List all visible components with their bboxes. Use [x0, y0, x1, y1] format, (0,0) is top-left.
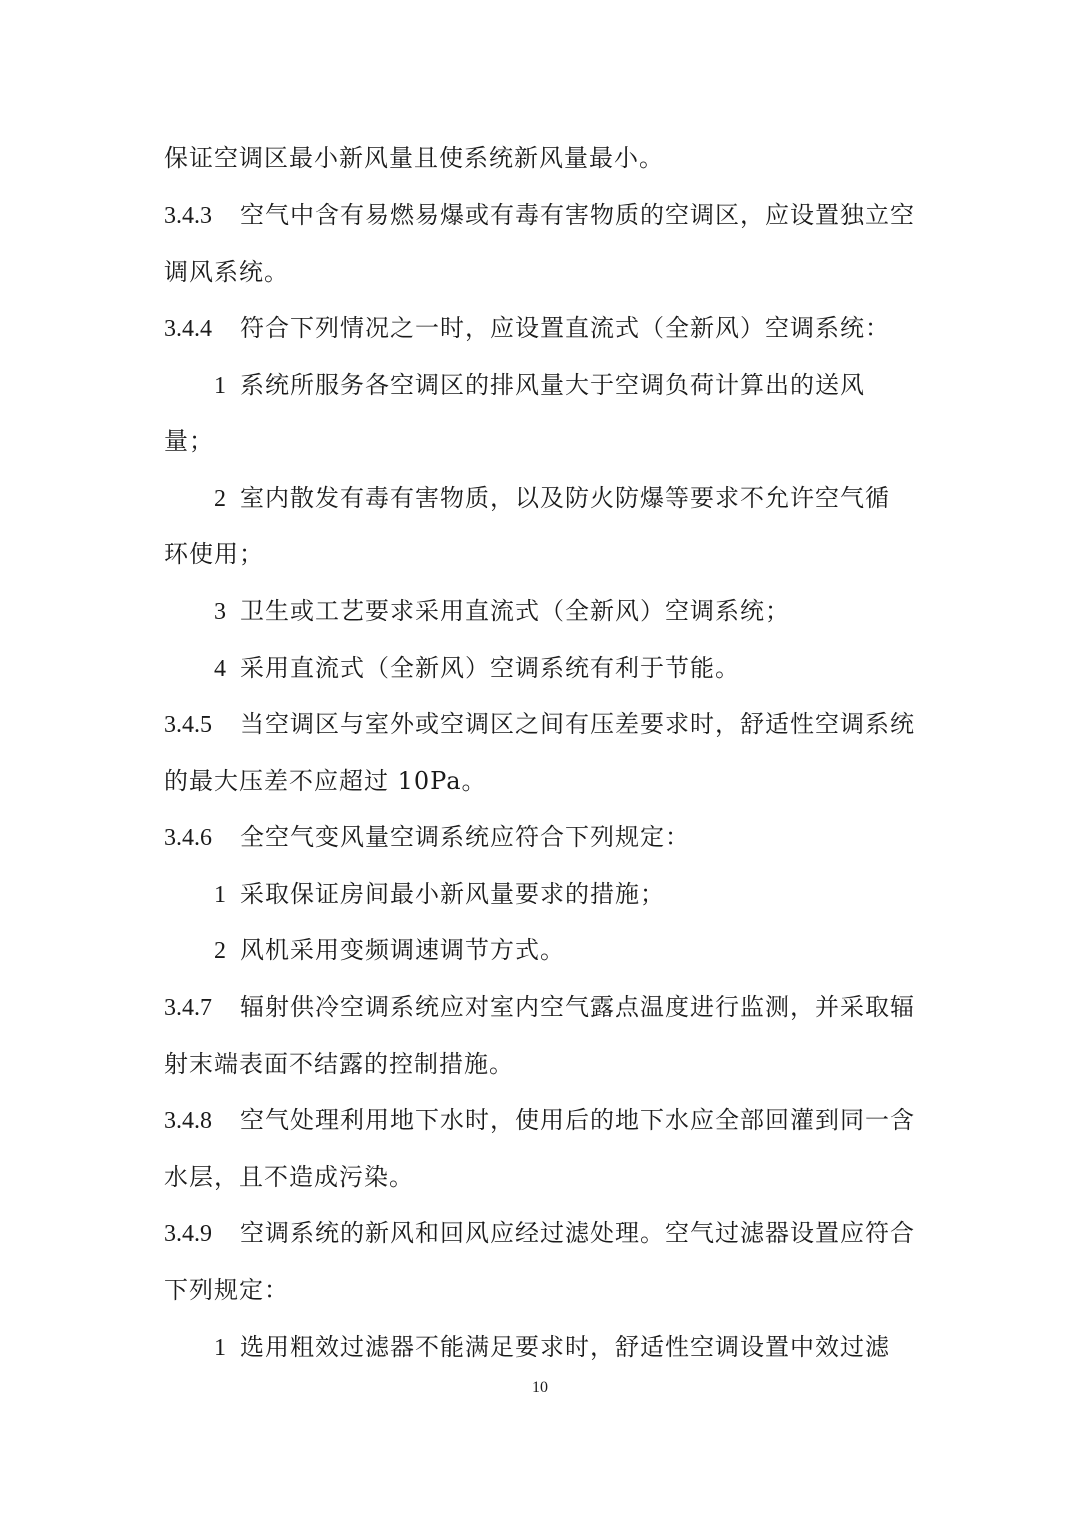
text-line — [164, 425, 214, 457]
line-text: 量； — [164, 427, 214, 455]
line-text: 水层，且不造成污染。 — [164, 1163, 414, 1191]
text-line — [164, 142, 664, 174]
line-text: 符合下列情况之一时，应设置直流式（全新风）空调系统： — [240, 314, 890, 342]
list-item — [214, 652, 740, 685]
item-number: 4 — [214, 656, 226, 682]
line-text: 射末端表面不结露的控制措施。 — [164, 1050, 514, 1078]
item-number: 1 — [214, 1335, 226, 1361]
clause-number: 3.4.6 — [164, 825, 212, 851]
line-text: 环使用； — [164, 540, 264, 568]
clause-3-4-9 — [164, 1217, 915, 1250]
list-item — [214, 595, 790, 628]
line-text: 全空气变风量空调系统应符合下列规定： — [240, 823, 690, 851]
clause-number: 3.4.7 — [164, 995, 212, 1021]
text-line — [164, 1274, 289, 1306]
line-text: 室内散发有毒有害物质，以及防火防爆等要求不允许空气循 — [240, 484, 890, 512]
line-text: 空气处理利用地下水时，使用后的地下水应全部回灌到同一含 — [240, 1106, 915, 1134]
item-number: 2 — [214, 486, 226, 512]
line-text: 空调系统的新风和回风应经过滤处理。空气过滤器设置应符合 — [240, 1219, 915, 1247]
item-number: 1 — [214, 882, 226, 908]
list-item — [214, 482, 890, 515]
list-item — [214, 878, 665, 911]
clause-number: 3.4.9 — [164, 1221, 212, 1247]
clause-3-4-7 — [164, 991, 915, 1024]
line-text: 采用直流式（全新风）空调系统有利于节能。 — [240, 654, 740, 682]
line-text: 空气中含有易燃易爆或有毒有害物质的空调区，应设置独立空 — [240, 201, 915, 229]
clause-number: 3.4.8 — [164, 1108, 212, 1134]
line-text: 保证空调区最小新风量且使系统新风量最小。 — [164, 144, 664, 172]
clause-3-4-3 — [164, 199, 915, 232]
clause-3-4-5 — [164, 708, 915, 741]
text-line — [164, 256, 289, 288]
line-text: 卫生或工艺要求采用直流式（全新风）空调系统； — [240, 597, 790, 625]
clause-3-4-4 — [164, 312, 890, 345]
list-item — [214, 934, 565, 967]
list-item — [214, 369, 865, 402]
item-number: 1 — [214, 373, 226, 399]
line-text: 选用粗效过滤器不能满足要求时，舒适性空调设置中效过滤 — [240, 1333, 890, 1361]
text-line — [164, 1161, 414, 1193]
line-text: 辐射供冷空调系统应对室内空气露点温度进行监测，并采取辐 — [240, 993, 915, 1021]
clause-3-4-8 — [164, 1104, 915, 1137]
line-text: 调风系统。 — [164, 258, 289, 286]
clause-number: 3.4.4 — [164, 316, 212, 342]
page-number: 10 — [532, 1379, 548, 1396]
line-text: 风机采用变频调速调节方式。 — [240, 936, 565, 964]
text-line — [164, 538, 264, 570]
line-text: 当空调区与室外或空调区之间有压差要求时，舒适性空调系统 — [240, 710, 915, 738]
line-text: 采取保证房间最小新风量要求的措施； — [240, 880, 665, 908]
list-item — [214, 1331, 890, 1364]
line-text: 系统所服务各空调区的排风量大于空调负荷计算出的送风 — [240, 371, 865, 399]
item-number: 3 — [214, 599, 226, 625]
line-text: 的最大压差不应超过 10Pa。 — [164, 767, 487, 795]
clause-number: 3.4.5 — [164, 712, 212, 738]
text-line — [164, 765, 487, 797]
item-number: 2 — [214, 938, 226, 964]
line-text: 下列规定： — [164, 1276, 289, 1304]
text-line — [164, 1048, 514, 1080]
clause-number: 3.4.3 — [164, 203, 212, 229]
clause-3-4-6 — [164, 821, 690, 854]
